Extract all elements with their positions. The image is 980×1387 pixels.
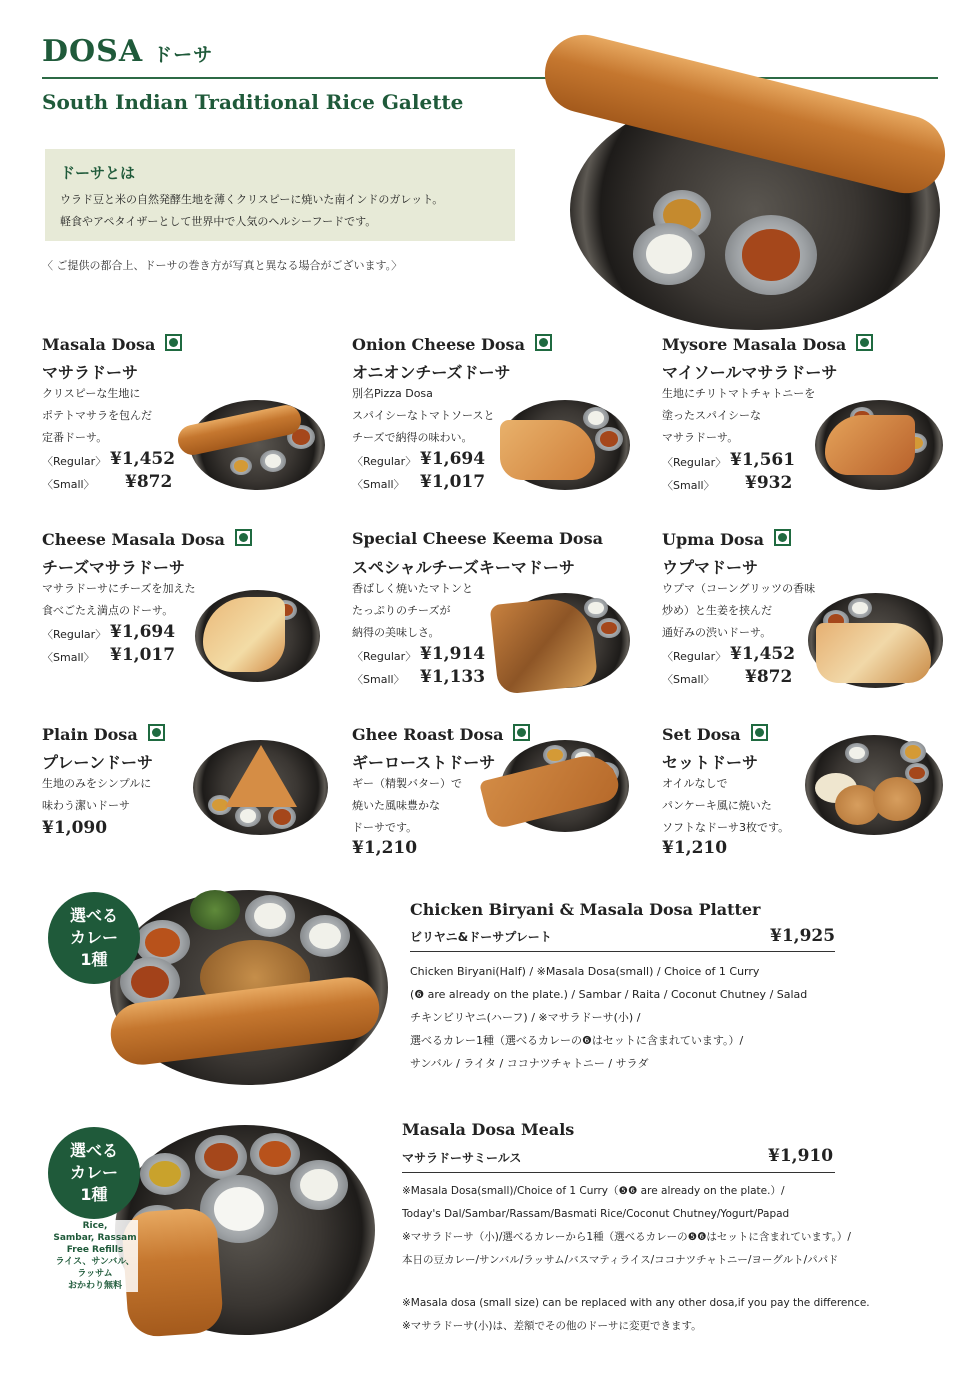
small-label: 〈Small〉 [662, 673, 715, 686]
ghee-roast-dosa-name-jp: ギーローストドーサ [352, 753, 496, 772]
intro-text-1: ウラド豆と米の自然発酵生地を薄くクリスピーに焼いた南インドのガレット。 [60, 193, 444, 206]
regular-label: 〈Regular〉 [42, 628, 107, 641]
item-name-en: Plain Dosa [42, 725, 138, 744]
desc-line: (❻ are already on the plate.) / Sambar / Raita / Coconut Chutney / Salad [410, 988, 808, 1001]
special-cheese-keema-dosa-small-price: ¥1,133 [420, 667, 486, 687]
veg-icon [235, 529, 252, 546]
platter2-jp: マサラドーサミールス [402, 1151, 522, 1165]
upma-dosa-name-jp: ウプマドーサ [662, 558, 759, 577]
masala-dosa-name-en [42, 334, 182, 354]
platter2-title: Masala Dosa Meals [402, 1120, 575, 1139]
upma-dosa-name-en [662, 529, 791, 549]
plain-dosa-price: ¥1,090 [42, 818, 108, 838]
intro-title: ドーサとは [60, 164, 136, 182]
mysore-masala-dosa-name-en [662, 334, 873, 354]
desc-line: 生地にチリトマトチャトニーを [662, 387, 816, 400]
desc-line: スパイシーなトマトソースと [352, 409, 495, 422]
refill-line: ラッサム [77, 1269, 113, 1279]
desc-line: 炒め）と生姜を挟んだ [662, 604, 772, 617]
note-line: ※マサラドーサ(小)は、差額でその他のドーサに変更できます。 [402, 1320, 702, 1332]
veg-icon [774, 529, 791, 546]
masala-dosa-name-jp: マサラドーサ [42, 363, 139, 382]
set-dosa-price: ¥1,210 [662, 838, 728, 858]
hero-dosa-photo [565, 40, 950, 330]
badge-line: 選べる [69, 1141, 118, 1160]
veg-icon [148, 724, 165, 741]
platter1-jp: ビリヤニ&ドーサプレート [410, 930, 552, 944]
item-name-en: Set Dosa [662, 725, 741, 744]
desc-line: ギー（精製バター）で [352, 777, 462, 790]
item-name-en: Mysore Masala Dosa [662, 335, 847, 354]
cheese-masala-dosa-photo [195, 585, 320, 685]
desc-line: 別名Pizza Dosa [352, 387, 433, 400]
subtitle: South Indian Traditional Rice Galette [42, 90, 464, 114]
cheese-masala-dosa-name-jp: チーズマサラドーサ [42, 558, 185, 577]
upma-dosa-desc [662, 578, 815, 644]
desc-line: ポテトマサラを包んだ [42, 409, 152, 422]
free-refills-note [52, 1220, 138, 1292]
desc-line: マサラドーサ。 [662, 431, 739, 444]
desc-line: ※マサラドーサ（小)/選べるカレーから1種（選べるカレーの❺❻はセットに含まれています。）/ [402, 1231, 851, 1243]
veg-icon [535, 334, 552, 351]
note-line: ※Masala dosa (small size) can be replaced with any other dosa,if you pay the difference. [402, 1297, 870, 1309]
set-dosa-name-jp: セットドーサ [662, 753, 759, 772]
refill-line: おかわり無料 [67, 1281, 122, 1291]
meals-photo [110, 1125, 380, 1340]
plain-dosa-name-en [42, 724, 165, 744]
veg-icon [165, 334, 182, 351]
mysore-masala-dosa-photo [815, 395, 945, 495]
mysore-masala-dosa-name-jp: マイソールマサラドーサ [662, 363, 838, 382]
desc-line: ソフトなドーサ3枚です。 [662, 821, 790, 834]
masala-dosa-regular-price: ¥1,452 [110, 449, 176, 469]
refill-line: Rice, [82, 1221, 108, 1231]
cheese-masala-dosa-name-en [42, 529, 252, 549]
cheese-masala-dosa-small-price: ¥1,017 [110, 645, 176, 665]
item-name-en: Special Cheese Keema Dosa [352, 529, 603, 548]
onion-cheese-dosa-desc [352, 383, 494, 449]
desc-line: チーズで納得の味わい。 [352, 431, 473, 444]
small-label: 〈Small〉 [352, 478, 405, 491]
small-label: 〈Small〉 [662, 479, 715, 492]
platter2-price: ¥1,910 [768, 1146, 834, 1166]
set-dosa-desc [662, 773, 789, 839]
veg-icon [513, 724, 530, 741]
mysore-masala-dosa-desc [662, 383, 815, 449]
special-cheese-keema-dosa-regular-price: ¥1,914 [420, 644, 486, 664]
regular-label: 〈Regular〉 [42, 455, 107, 468]
desc-line: パンケーキ風に焼いた [662, 799, 772, 812]
mysore-masala-dosa-small-price: ¥932 [745, 473, 793, 493]
desc-line: 味わう潔いドーサ [42, 799, 130, 812]
regular-label: 〈Regular〉 [662, 650, 727, 663]
badge-line: 選べる [69, 906, 118, 925]
desc-line: 塗ったスパイシーな [662, 409, 761, 422]
curry-choice-badge [48, 1127, 140, 1219]
platter2-divider [402, 1172, 835, 1173]
refill-line: Free Refills [66, 1245, 124, 1255]
platter1-divider [410, 951, 835, 952]
desc-line: 本日の豆カレー/サンバル/ラッサム/バスマティライス/ココナツチャトニー/ヨーグルト/パパド [402, 1254, 839, 1266]
badge-line: 1種 [80, 950, 108, 969]
rolling-note: 〈 ご提供の都合上、ドーサの巻き方が写真と異なる場合がございます。〉 [42, 259, 403, 272]
regular-label: 〈Regular〉 [352, 455, 417, 468]
desc-line: 焼いた風味豊かな [352, 799, 440, 812]
badge-line: 1種 [80, 1185, 108, 1204]
platter1-price: ¥1,925 [770, 926, 836, 946]
item-name-en: Onion Cheese Dosa [352, 335, 525, 354]
desc-line: チキンビリヤニ(ハーフ) / ※マサラドーサ(小) / [410, 1011, 641, 1024]
ghee-roast-dosa-price: ¥1,210 [352, 838, 418, 858]
desc-line: 香ばしく焼いたマトンと [352, 582, 473, 595]
desc-line: ※Masala Dosa(small)/Choice of 1 Curry（❺❻ are already on the plate.）/ [402, 1185, 785, 1197]
desc-line: サンバル / ライタ / ココナツチャトニー / サラダ [410, 1057, 649, 1070]
desc-line: ウプマ（コーングリッツの香味 [662, 582, 816, 595]
desc-line: Today's Dal/Sambar/Rassam/Basmati Rice/Coconut Chutney/Yogurt/Papad [402, 1208, 790, 1220]
onion-cheese-dosa-name-en [352, 334, 552, 354]
item-name-en: Cheese Masala Dosa [42, 530, 225, 549]
upma-dosa-small-price: ¥872 [745, 667, 793, 687]
page-title [42, 34, 213, 69]
upma-dosa-regular-price: ¥1,452 [730, 644, 796, 664]
refill-line: Sambar, Rassam [53, 1233, 137, 1243]
curry-choice-badge [48, 892, 140, 984]
desc-line: マサラドーサにチーズを加えた [42, 582, 196, 595]
item-name-en: Ghee Roast Dosa [352, 725, 504, 744]
desc-line: 生地のみをシンプルに [42, 777, 152, 790]
mysore-masala-dosa-regular-price: ¥1,561 [730, 450, 796, 470]
ghee-roast-dosa-desc [352, 773, 462, 839]
intro-text-2: 軽食やアペタイザーとして世界中で人気のヘルシーフードです。 [60, 215, 377, 228]
desc-line: 通好みの渋いドーサ。 [662, 626, 772, 639]
small-label: 〈Small〉 [42, 651, 95, 664]
onion-cheese-dosa-small-price: ¥1,017 [420, 472, 486, 492]
veg-icon [856, 334, 873, 351]
onion-cheese-dosa-photo [495, 395, 635, 495]
small-label: 〈Small〉 [352, 673, 405, 686]
masala-dosa-desc [42, 383, 152, 449]
small-label: 〈Small〉 [42, 478, 95, 491]
onion-cheese-dosa-regular-price: ¥1,694 [420, 449, 486, 469]
item-name-en: Upma Dosa [662, 530, 764, 549]
platter1-title: Chicken Biryani & Masala Dosa Platter [410, 900, 761, 919]
masala-dosa-photo [175, 395, 325, 495]
desc-line: 納得の美味しさ。 [352, 626, 440, 639]
item-name-en: Masala Dosa [42, 335, 156, 354]
ghee-roast-dosa-photo [483, 740, 631, 832]
special-cheese-keema-dosa-photo [492, 588, 632, 693]
masala-dosa-small-price: ¥872 [125, 472, 173, 492]
badge-line: カレー [69, 1163, 118, 1182]
plain-dosa-desc [42, 773, 151, 817]
desc-line: オイルなしで [662, 777, 728, 790]
cheese-masala-dosa-regular-price: ¥1,694 [110, 622, 176, 642]
platter1-desc [410, 960, 807, 1075]
regular-label: 〈Regular〉 [662, 456, 727, 469]
set-dosa-name-en [662, 724, 768, 744]
plain-dosa-photo [193, 740, 328, 835]
desc-line: 食べごたえ満点のドーサ。 [42, 604, 174, 617]
desc-line: 選べるカレー1種（選べるカレーの❻はセットに含まれています。）/ [410, 1034, 744, 1047]
desc-line: 定番ドーサ。 [42, 431, 108, 444]
platter-photo [110, 885, 390, 1085]
title-jp: ドーサ [153, 44, 214, 66]
title-en: DOSA [42, 34, 144, 69]
special-cheese-keema-dosa-name-jp: スペシャルチーズキーマドーサ [352, 558, 575, 577]
veg-icon [751, 724, 768, 741]
refill-line: ライス、サンバル、 [55, 1257, 135, 1267]
desc-line: ドーサです。 [352, 821, 418, 834]
desc-line: クリスピーな生地に [42, 387, 141, 400]
platter2-notes [402, 1292, 870, 1338]
special-cheese-keema-dosa-desc [352, 578, 473, 644]
regular-label: 〈Regular〉 [352, 650, 417, 663]
desc-line: たっぷりのチーズが [352, 604, 451, 617]
desc-line: Chicken Biryani(Half) / ※Masala Dosa(small) / Choice of 1 Curry [410, 965, 760, 978]
badge-line: カレー [69, 928, 118, 947]
special-cheese-keema-dosa-name-en [352, 529, 603, 548]
upma-dosa-photo [808, 588, 948, 693]
cheese-masala-dosa-desc [42, 578, 195, 622]
platter2-desc [402, 1180, 851, 1272]
onion-cheese-dosa-name-jp: オニオンチーズドーサ [352, 363, 511, 382]
set-dosa-photo [805, 735, 945, 835]
plain-dosa-name-jp: プレーンドーサ [42, 753, 154, 772]
